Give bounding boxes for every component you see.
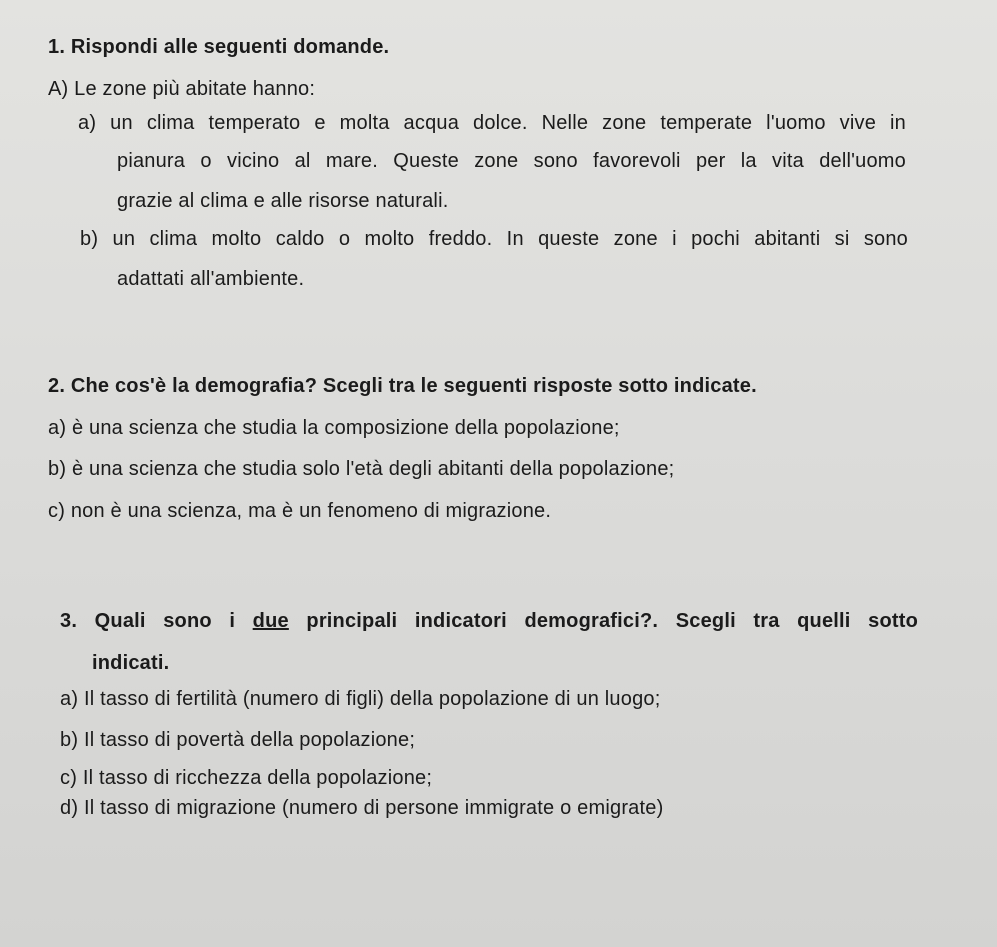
- question-1-option-b-line1: b) un clima molto caldo o molto freddo. In queste zone i pochi abitanti si sono: [80, 228, 908, 250]
- question-1-option-a-line3: grazie al clima e alle risorse naturali.: [117, 190, 449, 212]
- question-3-title-line1: [60, 610, 918, 633]
- question-1-title: 1. Rispondi alle seguenti domande.: [48, 36, 390, 58]
- question-1-option-a-line2: pianura o vicino al mare. Queste zone sono favorevoli per la vita dell'uomo: [117, 150, 906, 172]
- question-3-title-start: 3. Quali sono i: [60, 610, 253, 632]
- question-2-option-a: a) è una scienza che studia la composizione della popolazione;: [48, 417, 620, 439]
- question-1-prompt: A) Le zone più abitate hanno:: [48, 78, 316, 100]
- question-1-option-b-line2: adattati all'ambiente.: [117, 268, 305, 290]
- question-3-title-end: principali indicatori demografici?. Scegli tra quelli sotto: [288, 610, 919, 632]
- question-3-option-a: a) Il tasso di fertilità (numero di figli) della popolazione di un luogo;: [60, 688, 661, 710]
- question-3-option-b: b) Il tasso di povertà della popolazione;: [60, 729, 416, 751]
- question-2-title: 2. Che cos'è la demografia? Scegli tra le seguenti risposte sotto indicate.: [48, 375, 757, 397]
- question-2-option-b: b) è una scienza che studia solo l'età degli abitanti della popolazione;: [48, 458, 675, 480]
- question-3-option-c: c) Il tasso di ricchezza della popolazione;: [60, 767, 433, 789]
- question-3-option-d: d) Il tasso di migrazione (numero di persone immigrate o emigrate): [60, 797, 664, 819]
- question-1-option-a-line1: a) un clima temperato e molta acqua dolce. Nelle zone temperate l'uomo vive in: [78, 112, 906, 134]
- question-3-title-underlined-word: due: [252, 610, 289, 632]
- question-2-option-c: c) non è una scienza, ma è un fenomeno di migrazione.: [48, 500, 552, 522]
- question-3-title-line2: indicati.: [92, 652, 170, 674]
